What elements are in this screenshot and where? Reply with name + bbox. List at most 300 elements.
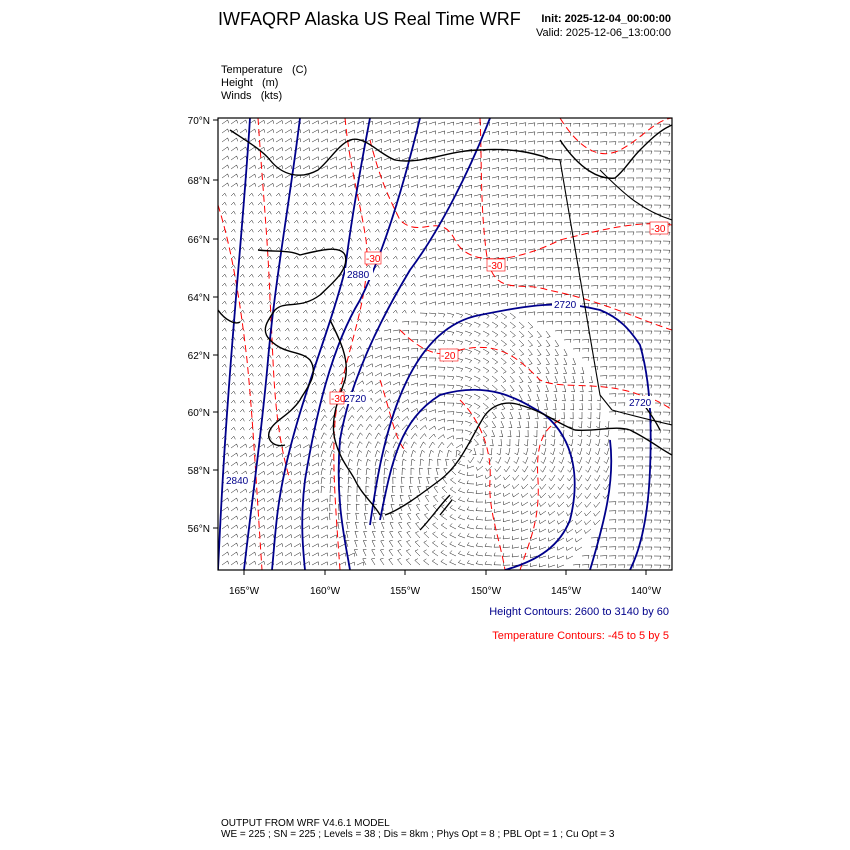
wind-barb (476, 508, 483, 512)
wind-barb (375, 373, 382, 377)
wind-barb (285, 552, 292, 556)
wind-barb (447, 385, 454, 389)
wind-barb (384, 468, 388, 475)
svg-text:2840: 2840 (226, 476, 249, 487)
wind-barb (267, 220, 271, 223)
wind-barb (530, 493, 537, 498)
wind-barb (609, 403, 616, 406)
wind-barb (357, 424, 363, 430)
wind-barb (563, 358, 567, 365)
wind-barb (447, 248, 454, 252)
wind-barb (240, 543, 247, 547)
wind-barb (240, 400, 244, 403)
wind-barb (618, 349, 625, 352)
wind-barb (402, 149, 409, 153)
wind-barb (636, 214, 643, 217)
wind-barb (366, 184, 373, 188)
wind-barb (546, 240, 553, 243)
wind-barb (294, 508, 301, 512)
wind-barb (409, 486, 413, 493)
wind-barb (545, 394, 549, 401)
wind-barb (312, 391, 316, 394)
wind-barb (365, 504, 368, 511)
wind-barb (591, 313, 598, 316)
wind-barb (458, 533, 465, 538)
wind-barb (510, 231, 517, 235)
wind-barb (663, 565, 670, 569)
wind-barb (467, 533, 474, 538)
wind-barb (438, 367, 445, 371)
wind-barb (389, 558, 393, 565)
wind-barb (375, 338, 382, 342)
wind-barb (476, 561, 483, 565)
wind-barb (636, 457, 643, 460)
wind-barb (420, 302, 427, 306)
wind-barb (285, 229, 289, 232)
wind-barb (627, 205, 634, 208)
wind-barb (330, 301, 334, 304)
wind-barb (402, 310, 406, 313)
wind-barb (303, 373, 307, 376)
wind-barb (467, 489, 474, 493)
wind-barb (636, 277, 643, 280)
wind-barb (429, 450, 434, 457)
wind-barb (429, 384, 436, 388)
wind-barb (519, 267, 526, 271)
wind-barb (503, 553, 510, 556)
wind-barb (438, 313, 445, 317)
wind-barb (564, 177, 571, 180)
wind-barb (312, 148, 319, 151)
wind-barb (528, 349, 532, 356)
wind-barb (465, 140, 472, 144)
wind-barb (492, 122, 499, 126)
wind-barb (537, 186, 544, 190)
wind-barb (339, 202, 343, 205)
wind-barb (618, 385, 625, 388)
wind-barb (571, 385, 575, 392)
wind-barb (558, 502, 565, 507)
wind-barb (258, 400, 262, 403)
wind-barb (303, 427, 307, 430)
wind-barb (627, 520, 634, 523)
wind-barb (540, 475, 546, 481)
wind-barb (416, 522, 420, 529)
wind-barb (312, 121, 319, 124)
wind-barb (447, 140, 454, 144)
wind-barb (604, 466, 609, 472)
wind-barb (618, 160, 625, 163)
wind-barb (528, 331, 533, 338)
wind-barb (321, 193, 325, 196)
wind-barb (384, 256, 388, 259)
wind-barb (618, 286, 625, 289)
wind-barb (618, 205, 625, 208)
wind-barb (618, 340, 625, 343)
height-contours (218, 118, 651, 570)
wind-barb (339, 121, 346, 125)
wind-barb (420, 450, 425, 457)
wind-barb (519, 123, 526, 127)
wind-barb (447, 194, 454, 198)
wind-barb (411, 357, 418, 360)
wind-barb (587, 439, 592, 446)
wind-barb (429, 426, 436, 430)
wind-barb (458, 515, 465, 520)
wind-barb (476, 482, 483, 485)
wind-barb (240, 147, 247, 151)
wind-barb (312, 472, 319, 475)
wind-barb (303, 121, 310, 124)
wind-barb (537, 132, 544, 136)
wind-barb (285, 274, 289, 277)
wind-barb (267, 211, 271, 214)
wind-barb (231, 229, 235, 232)
wind-barb (663, 286, 670, 290)
wind-barb (398, 549, 402, 556)
wind-barb (393, 131, 400, 135)
wind-barb (546, 204, 553, 207)
wind-barb (357, 211, 361, 214)
lat-label: 56°N (187, 524, 210, 535)
wind-barb (458, 560, 465, 565)
wind-barb (555, 285, 562, 288)
wind-barb (546, 213, 553, 216)
wind-barb (384, 220, 388, 223)
valid-time: Valid: 2025-12-06_13:00:00 (536, 27, 671, 39)
wind-barb (276, 543, 283, 547)
wind-barb (303, 409, 307, 412)
wind-barb (294, 355, 298, 358)
wind-barb (294, 346, 298, 349)
wind-barb (357, 283, 361, 286)
wind-barb (267, 543, 274, 547)
wind-barb (521, 493, 528, 497)
wind-barb (438, 322, 445, 326)
wind-barb (249, 292, 253, 295)
wind-barb (294, 481, 301, 485)
wind-barb (618, 457, 625, 460)
wind-barb (579, 403, 582, 410)
wind-barb (546, 258, 553, 261)
wind-barb (532, 448, 537, 455)
wind-barb (654, 394, 661, 397)
wind-barb (566, 538, 573, 542)
wind-barb (467, 551, 474, 556)
wind-barb (312, 193, 316, 196)
wind-barb (566, 529, 573, 533)
wind-barb (285, 283, 289, 286)
wind-barb (663, 151, 670, 155)
wind-barb (567, 493, 573, 498)
wind-barb (357, 247, 361, 250)
wind-barb (588, 394, 591, 401)
wind-barb (506, 448, 510, 455)
wind-barb (586, 457, 591, 464)
wind-barb (519, 141, 526, 145)
wind-barb (402, 292, 406, 295)
wind-barb (456, 266, 463, 270)
wind-barb (465, 131, 472, 135)
wind-barb (267, 301, 271, 304)
wind-barb (402, 339, 409, 343)
wind-barb (393, 274, 397, 277)
wind-barb (392, 486, 395, 493)
wind-barb (492, 140, 499, 144)
wind-barb (393, 265, 397, 268)
wind-barb (285, 525, 292, 529)
wind-barb (438, 459, 441, 466)
wind-barb (582, 159, 589, 162)
height-contours-legend: Height Contours: 2600 to 3140 by 60 (489, 606, 669, 618)
wind-barb (285, 147, 292, 151)
wind-barb (564, 240, 571, 243)
wind-barb (249, 138, 256, 142)
wind-barb (573, 321, 580, 324)
wind-barb (348, 310, 352, 313)
wind-barb (603, 484, 609, 490)
wind-barb (267, 498, 274, 502)
wind-barb (530, 563, 537, 567)
wind-barb (276, 400, 280, 403)
wind-barb (393, 283, 397, 286)
wind-barb (330, 256, 334, 259)
wind-barb (535, 412, 539, 419)
wind-barb (578, 439, 583, 446)
wind-barb (285, 247, 289, 250)
wind-barb (573, 177, 580, 180)
wind-barb (429, 459, 433, 466)
wind-barb (303, 436, 307, 439)
wind-barb (231, 418, 235, 421)
wind-barb (267, 400, 271, 403)
wind-barb (501, 141, 508, 145)
wind-barb (519, 195, 526, 199)
wind-barb (510, 186, 517, 190)
wind-barb (267, 516, 274, 520)
wind-barb (429, 266, 436, 270)
wind-barb (609, 385, 616, 388)
wind-barb (555, 340, 559, 347)
wind-barb (591, 133, 598, 136)
wind-barb (339, 319, 343, 322)
wind-barb (357, 562, 364, 566)
wind-barb (654, 457, 661, 460)
wind-barb (330, 337, 334, 340)
wind-barb (492, 194, 499, 198)
wind-barb (600, 565, 607, 568)
wind-barb (465, 340, 472, 345)
wind-barb (501, 204, 508, 208)
wind-barb (474, 358, 480, 364)
wind-barb (411, 322, 418, 325)
wind-barb (573, 564, 580, 567)
wind-barb (294, 562, 301, 566)
wind-barb (303, 229, 307, 232)
wind-barb (512, 484, 519, 489)
wind-barb (582, 357, 589, 360)
wind-barb (418, 486, 422, 493)
wind-barb (575, 520, 582, 525)
wind-barb (456, 394, 463, 398)
wind-barb (375, 130, 382, 134)
wind-barb (222, 552, 229, 556)
wind-barb (589, 376, 593, 383)
wind-barb (522, 475, 528, 481)
wind-barb (591, 169, 598, 172)
wind-barb (576, 475, 582, 481)
wind-barb (411, 256, 415, 259)
wind-barb (312, 382, 316, 385)
wind-barb (492, 167, 499, 171)
wind-barb (474, 221, 481, 225)
wind-barb (525, 430, 528, 437)
wind-barb (258, 337, 262, 340)
wind-barb (330, 166, 337, 169)
wind-barb (402, 247, 406, 250)
wind-barb (429, 140, 436, 144)
wind-barb (402, 468, 406, 475)
wind-barb (600, 160, 607, 163)
wind-barb (618, 493, 625, 496)
wind-barb (339, 265, 343, 268)
wind-barb (240, 274, 244, 277)
wind-barb (240, 156, 247, 160)
wind-barb (573, 330, 580, 333)
wind-barb (312, 319, 316, 322)
wind-barb (312, 517, 319, 520)
wind-barb (382, 513, 386, 520)
wind-barb (609, 241, 616, 244)
temperature-contour-label (330, 392, 346, 405)
wind-barb (276, 507, 283, 511)
wind-barb (609, 223, 616, 226)
wind-barb (312, 355, 316, 358)
wind-barb (512, 545, 519, 549)
wind-barb (294, 526, 301, 530)
wind-barb (588, 412, 591, 419)
wind-barb (627, 538, 634, 541)
wind-barb (483, 158, 490, 161)
wind-barb (450, 478, 456, 484)
wind-barb (249, 534, 256, 538)
wind-barb (364, 513, 368, 520)
wind-barb (564, 231, 571, 234)
wind-barb (393, 122, 400, 126)
wind-barb (276, 391, 280, 394)
wind-barb (294, 166, 301, 170)
wind-barb (537, 258, 544, 262)
wind-barb (636, 178, 643, 181)
wind-barb (546, 340, 550, 347)
wind-barb (609, 502, 616, 505)
wind-barb (564, 123, 571, 126)
wind-barb (573, 204, 580, 207)
wind-barb (294, 553, 301, 557)
wind-barb (636, 439, 643, 442)
wind-barb (240, 129, 247, 133)
field-temperature: Temperature (C) (221, 64, 308, 76)
wind-barb (546, 177, 553, 180)
wind-barb (447, 158, 454, 162)
wind-barb (429, 131, 436, 135)
wind-barb (339, 310, 343, 313)
wind-barb (416, 513, 420, 520)
wind-barb (321, 364, 325, 367)
wind-barb (654, 277, 661, 280)
wind-barb (585, 484, 591, 490)
wind-barb (465, 176, 472, 180)
wind-barb (330, 229, 334, 232)
wind-barb (375, 416, 381, 421)
wind-barb (578, 430, 582, 437)
wind-barb (654, 439, 661, 442)
wind-barb (294, 220, 298, 223)
wind-barb (501, 213, 508, 217)
wind-barb (548, 529, 555, 533)
wind-barb (595, 466, 601, 472)
wind-barb (492, 367, 498, 373)
wind-barb (321, 433, 327, 439)
wind-barb (303, 292, 307, 295)
wind-barb (492, 293, 499, 297)
wind-barb (594, 493, 600, 499)
wind-barb (447, 293, 454, 297)
wind-barb (321, 301, 325, 304)
wind-barb (429, 275, 436, 279)
wind-barb (494, 484, 501, 488)
wind-barb (609, 565, 616, 568)
wind-barb (521, 502, 528, 506)
wind-barb (411, 202, 415, 205)
wind-barb (276, 301, 280, 304)
wind-barb (645, 502, 652, 505)
wind-barb (477, 457, 483, 463)
wind-barb (663, 394, 670, 398)
wind-barb (294, 274, 298, 277)
wind-barb (600, 322, 607, 325)
wind-barb (294, 328, 298, 331)
wind-barb (240, 265, 244, 268)
wind-barb (258, 355, 262, 358)
wind-barb (654, 412, 661, 415)
wind-barb (357, 121, 364, 125)
wind-barb (366, 148, 373, 152)
wind-barb (347, 513, 351, 520)
wind-barb (582, 339, 589, 342)
wind-barb (465, 239, 472, 243)
wind-barb (562, 403, 565, 410)
wind-barb (303, 310, 307, 313)
wind-barb (441, 523, 447, 529)
wind-barb (501, 195, 508, 199)
wind-barb (458, 497, 465, 502)
wind-barb (330, 274, 334, 277)
wind-barb (411, 167, 418, 171)
wind-barb (222, 319, 226, 322)
wind-barb (267, 471, 274, 475)
wind-barb (636, 331, 643, 334)
wind-barb (573, 231, 580, 234)
wind-barb (393, 301, 397, 304)
wind-barb (346, 531, 349, 538)
wind-barb (483, 275, 490, 278)
wind-barb (541, 457, 546, 464)
wind-barb (348, 301, 352, 304)
wind-barb (285, 391, 289, 394)
wind-barb (456, 212, 463, 216)
wind-barb (240, 534, 247, 538)
